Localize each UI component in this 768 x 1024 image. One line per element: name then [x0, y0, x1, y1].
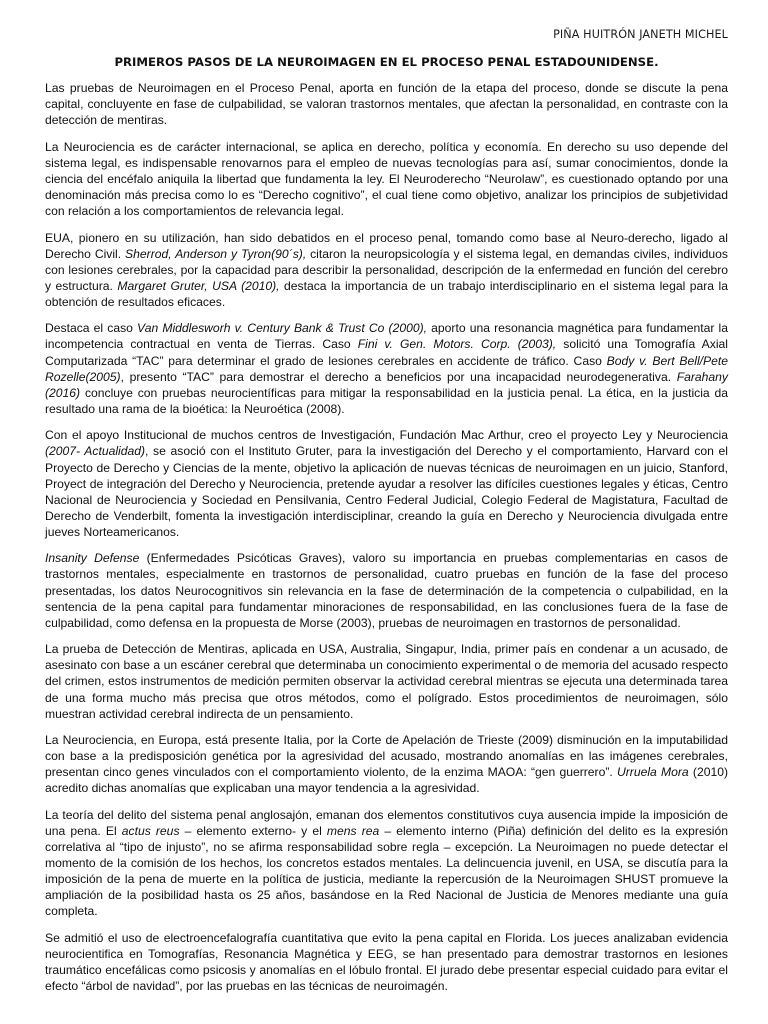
text-run: – elemento interno (Piña) definición del delito es la expresión correlativa al “tipo de injusto”, no se afirma responsabilidad sobre regla – excepción. La Neuroimagen no puede detectar el momento de la comisión de los hechos, los concretos estados mentales. La delincuencia juvenil, en USA, se discutía para la imposición de la pena de muerte en la política de justicia, mediante la repercusión de la Neuroimagen SHUST promueve la ampliación de la posibilidad hasta os 25 años, basándose en la Red Nacional de Justicia de Menores mediante una guía completa. — [45, 823, 728, 919]
paragraph — [45, 930, 728, 994]
italic-text: mens rea — [326, 823, 380, 838]
text-run: Con el apoyo Institucional de muchos centros de Investigación, Fundación Mac Arthur, creo el proyecto Ley y Neurociencia — [45, 428, 728, 443]
author-name: PIÑA HUITRÓN JANETH MICHEL — [553, 28, 728, 41]
document-body — [45, 80, 728, 1005]
paragraph — [45, 80, 728, 128]
italic-text: Body v. Bert Bell/Pete Rozelle(2005) — [45, 353, 728, 384]
text-run: La Neurociencia, en Europa, está presente Italia, por la Corte de Apelación de Trieste (2009) disminución en la imputabilidad con base a la predisposición genética por la agresividad del acusado, mostrando anomalías en las imágenes cerebrales, presentan cinco genes vinculados con el comportamiento violento, de la enzima MAOA: “gen guerrero”. — [45, 733, 728, 780]
italic-text: Fini v. Gen. Motors. Corp. (2003), — [357, 337, 557, 352]
italic-text: Van Middlesworh v. Century Bank & Trust Co (2000), — [137, 321, 428, 336]
italic-text: (2007- Actualidad) — [45, 444, 146, 459]
italic-text: Sherrod, Anderson y Tyron(90´s), — [125, 246, 307, 261]
paragraph — [45, 732, 728, 796]
italic-text: Insanity Defense — [45, 551, 140, 566]
text-run: concluye con pruebas neurocientíficas para mitigar la responsabilidad en la justicia penal. La ética, en la justicia da resultado una rama de la bioética: la Neuroética (2008). — [45, 385, 728, 416]
paragraph — [45, 427, 728, 540]
text-run: EUA, pionero en su utilización, han sido debatidos en el proceso penal, tomando como base al Neuro-derecho, ligado al Derecho Civil. — [45, 230, 728, 261]
paragraph — [45, 139, 728, 219]
paragraph — [45, 550, 728, 630]
text-run: (2010) acredito dichas anomalías que explicaban una mayor tendencia a la agresividad. — [45, 765, 729, 796]
document-title: PRIMEROS PASOS DE LA NEUROIMAGEN EN EL PROCESO PENAL ESTADOUNIDENSE. — [114, 55, 659, 69]
text-run: (Enfermedades Psicóticas Graves), valoro su importancia en pruebas complementarias en casos de trastornos mentales, especialmente en trastornos de personalidad, cuatro pruebas en función de la fase del proceso presentadas, los datos Neurocognitivos sin relevancia en la fase de determinación de la competencia o culpabilidad, en la sentencia de la pena capital para fundamentar minoraciones de responsabilidad, en las conclusiones fuera de la fase de culpabilidad, como defensa en la propuesta de Morse (2003), pruebas de neuroimagen en trastornos de personalidad. — [45, 551, 728, 630]
paragraph — [45, 320, 728, 417]
text-run: solicitó una Tomografía Axial Computarizada “TAC” para determinar el grado de lesiones cerebrales en accidente de tráfico. Caso — [45, 337, 728, 368]
text-run: Las pruebas de Neuroimagen en el Proceso Penal, aporta en función de la etapa del proceso, donde se discute la pena capital, concluyente en fase de culpabilidad, se valoran trastornos mentales, que afectan la personalidad, en contraste con la detección de mentiras. — [45, 81, 728, 128]
text-run: – elemento externo- y el — [179, 823, 327, 838]
text-run: Destaca el caso — [45, 321, 138, 336]
text-run: La prueba de Detección de Mentiras, aplicada en USA, Australia, Singapur, India, primer país en condenar a un acusado, de asesinato con base a un escáner cerebral que determinaba un conocimiento experimental o de memoria del acusado respecto del crimen, estos instrumentos de medición permiten observar la actividad cerebral mientras se ejecuta una determinada tarea de una forma mucho más precisa que otros métodos, como el polígrado. Estos procedimientos de neuroimagen, sólo muestran actividad cerebral indirecta de un pensamiento. — [45, 642, 728, 721]
paragraph — [45, 230, 728, 310]
text-run: La Neurociencia es de carácter internacional, se aplica en derecho, política y economía. En derecho su uso depende del sistema legal, es indispensable renovarnos para el empleo de nuevas tecnologías para así, sumar conocimientos, donde la ciencia del encéfalo aniquila la libertad que fundamenta la ley. El Neuroderecho “Neurolaw”, es cuestionado optando por una denominación más precisa como lo es “Derecho cognitivo”, el cual tiene como objetivo, analizar los principios de subjetividad con relación a los comportamientos de relevancia legal. — [45, 139, 728, 219]
text-run: La teoría del delito del sistema penal anglosajón, emanan dos elementos constitutivos cuya ausencia impide la imposición de una pena. El — [45, 807, 728, 838]
italic-text: Urruela Mora — [617, 765, 689, 780]
text-run: Se admitió el uso de electroencefalografía cuantitativa que evito la pena capital en Florida. Los jueces analizaban evidencia neurocientifica en Tomografías, Resonancia Magnética y EEG, se han presentado para demostrar trastornos en lesiones traumático encefálicas como psicosis y anomalías en el lóbulo frontal. El jurado debe presentar especial cuidado para evitar el efecto “árbol de navidad”, por las pruebas en las técnicas de neuroimagén. — [45, 930, 728, 994]
text-run: , presento “TAC” para demostrar el derecho a beneficios por una incapacidad neurodegenerativa. — [120, 369, 677, 384]
paragraph — [45, 641, 728, 721]
italic-text: Farahany (2016) — [45, 369, 728, 400]
text-run: destaca la importancia de un trabajo interdisciplinario en el sistema legal para la obtención de resultados eficaces. — [45, 278, 728, 309]
italic-text: Margaret Gruter, USA (2010), — [117, 278, 280, 293]
text-run: citaron la neuropsicología y el sistema legal, en demandas civiles, individuos con lesiones cerebrales, por la capacidad para describir la personalidad, descripción de la enfermedad en función del cerebro y estructura. — [45, 246, 728, 293]
text-run: , se asoció con el Instituto Gruter, para la investigación del Derecho y el comportamiento, Harvard con el Proyecto de Derecho y Ciencias de la mente, objetivo la aplicación de nuevas técnicas de neuroimagen en un juicio, Stanford, Proyect de integración del Derecho y Neurociencia, pretende ayudar a resolver las difíciles cuestiones legales y éticas, Centro Nacional de Neurociencia y Sociedad en Pensilvania, Centro Federal Judicial, Colegio Federal de Magistatura, Facultad de Derecho de Venderbilt, fomenta la investigación interdisciplinar, creando la guía en Derecho y Neurociencia divulgada entre jueves Norteamericanos. — [45, 444, 728, 539]
italic-text: actus reus — [121, 823, 180, 838]
text-run: aporto una resonancia magnética para fundamentar la incompetencia contractual en venta de Tierras. Caso — [45, 321, 728, 352]
paragraph — [45, 807, 728, 920]
